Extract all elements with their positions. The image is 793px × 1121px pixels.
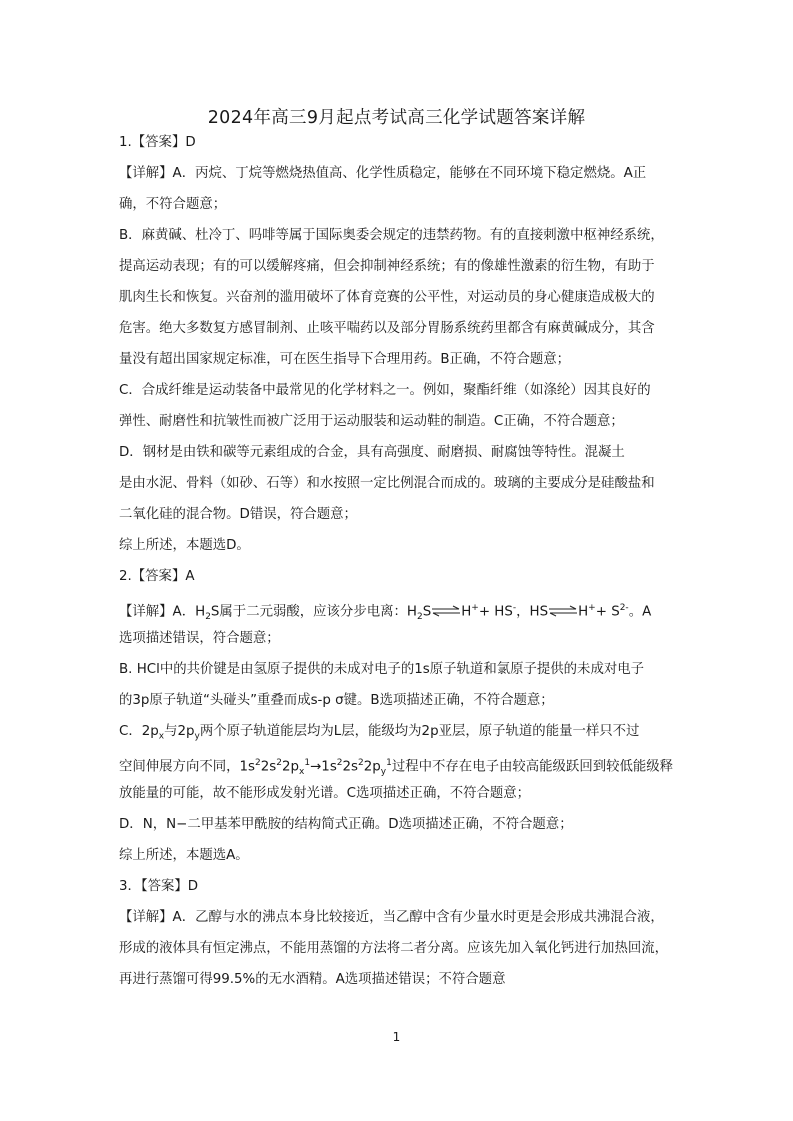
q3-line-3: 再进行蒸馏可得99.5%的无水酒精。A选项描述错误；不符合题意 <box>119 972 506 987</box>
q2-line-1: 【详解】A．$H_2S$属于二元弱酸，应该分步电离：$H_2S$ H++ HS-，HS $H^++ S^{2-}$。A <box>119 603 652 623</box>
q1-line-7: 量没有超出国家规定标准，可在医生指导下合理用药。B正确，不符合题意； <box>119 352 571 367</box>
q1-line-3: B．麻黄碱、杜冷丁、吗啡等属于国际奥委会规定的违禁药物。有的直接刺激中枢神经系统， <box>119 228 664 243</box>
q2-line-2: 选项描述错误，符合题意； <box>119 631 280 646</box>
q1-answer: 1.【答案】D <box>119 135 196 150</box>
q3-answer: 3．【答案】D <box>119 879 199 894</box>
equilibrium-arrow-icon <box>548 605 578 617</box>
q2-line-8: D．N，N−二甲基苯甲酰胺的结构简式正确。D选项描述正确，不符合题意； <box>119 817 573 832</box>
q1-line-12: 二氧化硅的混合物。D错误，符合题意； <box>119 507 357 522</box>
q1-line-10: D．钢材是由铁和碳等元素组成的合金，具有高强度、耐磨损、耐腐蚀等特性。混凝土 <box>119 445 625 460</box>
q1-line-6: 危害。绝大多数复方感冒制剂、止咳平喘药以及部分胃肠系统药里都含有麻黄碱成分，其含 <box>119 321 655 336</box>
page-title: 2024年高三9月起点考试高三化学试题答案详解 <box>207 108 586 128</box>
q1-line-4: 提高运动表现；有的可以缓解疼痛，但会抑制神经系统；有的像雄性激素的衍生物，有助于 <box>119 259 655 274</box>
q2-line-9: 综上所述，本题选A。 <box>119 848 249 863</box>
q3-line-2: 形成的液体具有恒定沸点，不能用蒸馏的方法将二者分离。应该先加入氧化钙进行加热回流， <box>119 941 669 956</box>
equilibrium-arrow-icon <box>431 605 461 617</box>
page-number: 1 <box>392 1030 401 1044</box>
q1-line-13: 综上所述，本题选D。 <box>119 538 250 553</box>
q1-line-1: 【详解】A．丙烷、丁烷等燃烧热值高、化学性质稳定，能够在不同环境下稳定燃烧。A正 <box>119 166 647 181</box>
q2-line-6: 空间伸展方向不同，$1s^22s^22p_x^1\to 1s^22s^22p_y^1$过程中不存在电子由较高能级跃回到较低能级释 <box>119 758 674 778</box>
q2-line-3: B. HCl中的共价键是由氢原子提供的未成对电子的1s原子轨道和氯原子提供的未成对电子 <box>119 662 645 677</box>
q2-line-5: C．$2p_x$与$2p_y$两个原子轨道能层均为L层，能级均为2p亚层，原子轨道的能量一样只不过 <box>119 724 640 742</box>
q1-line-2: 确，不符合题意； <box>119 197 227 212</box>
q1-line-11: 是由水泥、骨料（如砂、石等）和水按照一定比例混合而成的。玻璃的主要成分是硅酸盐和 <box>119 476 655 491</box>
q2-answer: 2.【答案】A <box>119 569 195 584</box>
q1-line-8: C．合成纤维是运动装备中最常见的化学材料之一。例如，聚酯纤维（如涤纶）因其良好的 <box>119 383 651 398</box>
q2-line-4: 的3p原子轨道“头碰头”重叠而成s-p σ键。B选项描述正确，不符合题意； <box>119 693 554 708</box>
q1-line-9: 弹性、耐磨性和抗皱性而被广泛用于运动服装和运动鞋的制造。C正确，不符合题意； <box>119 414 624 429</box>
q1-line-5: 肌肉生长和恢复。兴奋剂的滥用破坏了体育竞赛的公平性，对运动员的身心健康造成极大的 <box>119 290 655 305</box>
q2-line-7: 放能量的可能，故不能形成发射光谱。C选项描述正确，不符合题意； <box>119 786 531 801</box>
q3-line-1: 【详解】A．乙醇与水的沸点本身比较接近，当乙醇中含有少量水时更是会形成共沸混合液， <box>119 910 664 925</box>
